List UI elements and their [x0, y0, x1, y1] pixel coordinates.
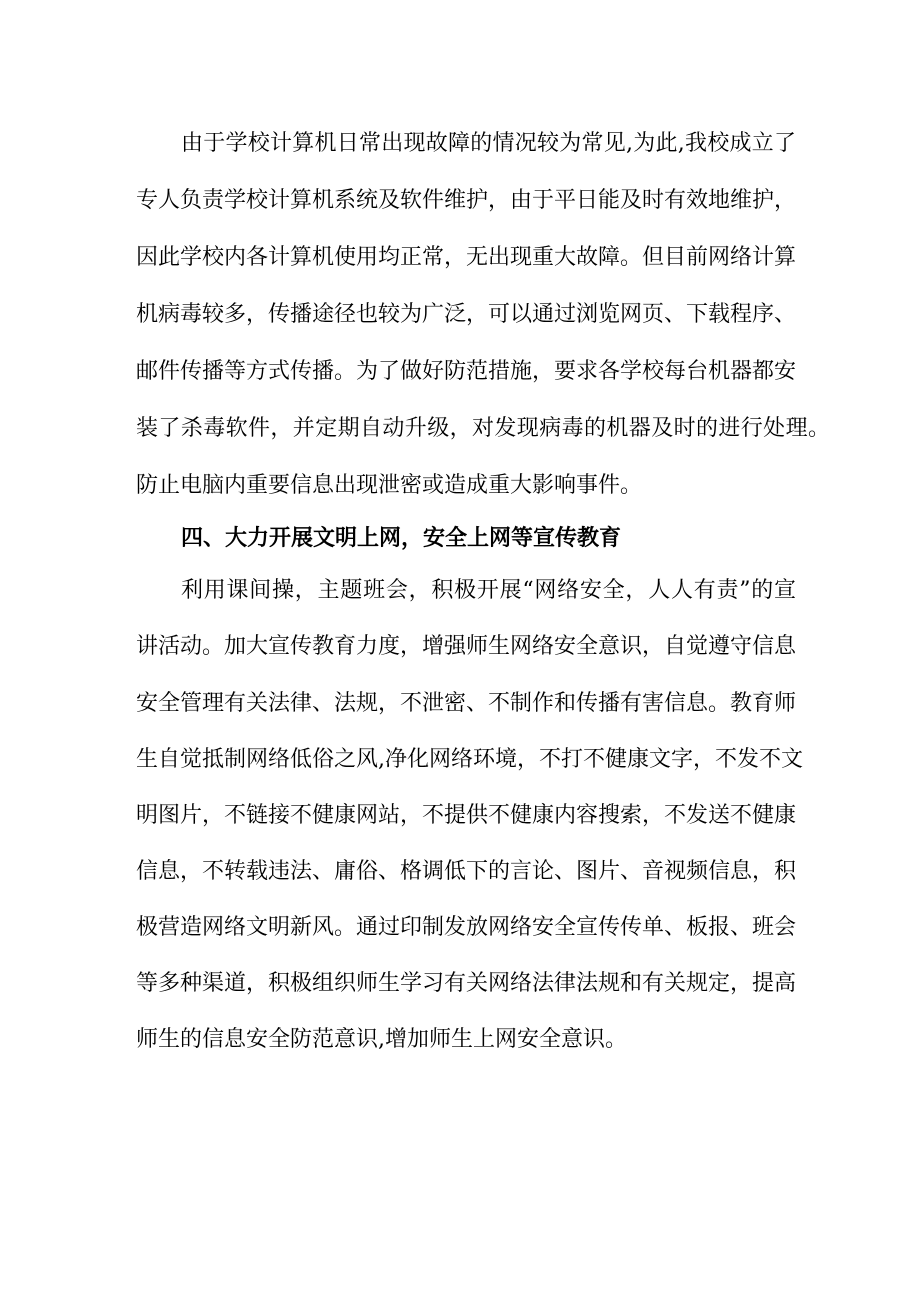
paragraph-2-line-2: 讲活动。加大宣传教育力度，增强师生网络安全意识，自觉遵守信息 — [136, 634, 797, 659]
paragraph-1-line-3: 因此学校内各计算机使用均正常，无出现重大故障。但目前网络计算 — [136, 245, 797, 270]
paragraph-1-line-4: 机病毒较多，传播途径也较为广泛，可以通过浏览网页、下载程序、 — [136, 302, 797, 327]
paragraph-2-line-1: 利用课间操，主题班会，积极开展“网络安全，人人有责”的宣 — [181, 578, 796, 603]
paragraph-1-line-5: 邮件传播等方式传播。为了做好防范措施，要求各学校每台机器都安 — [136, 359, 797, 384]
paragraph-2-line-6: 信息，不转载违法、庸俗、格调低下的言论、图片、音视频信息，积 — [136, 859, 797, 884]
paragraph-1-line-6: 装了杀毒软件，并定期自动升级，对发现病毒的机器及时的进行处理。 — [136, 416, 830, 441]
paragraph-2-line-5: 明图片，不链接不健康网站，不提供不健康内容搜索，不发送不健康 — [136, 803, 797, 828]
paragraph-2-line-3: 安全管理有关法律、法规，不泄密、不制作和传播有害信息。教育师 — [136, 691, 797, 716]
paragraph-2-line-8: 等多种渠道，积极组织师生学习有关网络法律法规和有关规定，提高 — [136, 971, 797, 996]
paragraph-2-line-9: 师生的信息安全防范意识,增加师生上网安全意识。 — [136, 1027, 627, 1052]
paragraph-1-line-2: 专人负责学校计算机系统及软件维护，由于平日能及时有效地维护， — [136, 188, 797, 213]
paragraph-2-line-7: 极营造网络文明新风。通过印制发放网络安全宣传传单、板报、班会 — [136, 915, 797, 940]
paragraph-1-line-7: 防止电脑内重要信息出现泄密或造成重大影响事件。 — [136, 473, 643, 498]
section-heading: 四、大力开展文明上网，安全上网等宣传教育 — [181, 526, 622, 551]
paragraph-2-line-4: 生自觉抵制网络低俗之风,净化网络环境，不打不健康文字，不发不文 — [136, 747, 803, 772]
paragraph-1-line-1: 由于学校计算机日常出现故障的情况较为常见,为此,我校成立了 — [181, 131, 796, 156]
